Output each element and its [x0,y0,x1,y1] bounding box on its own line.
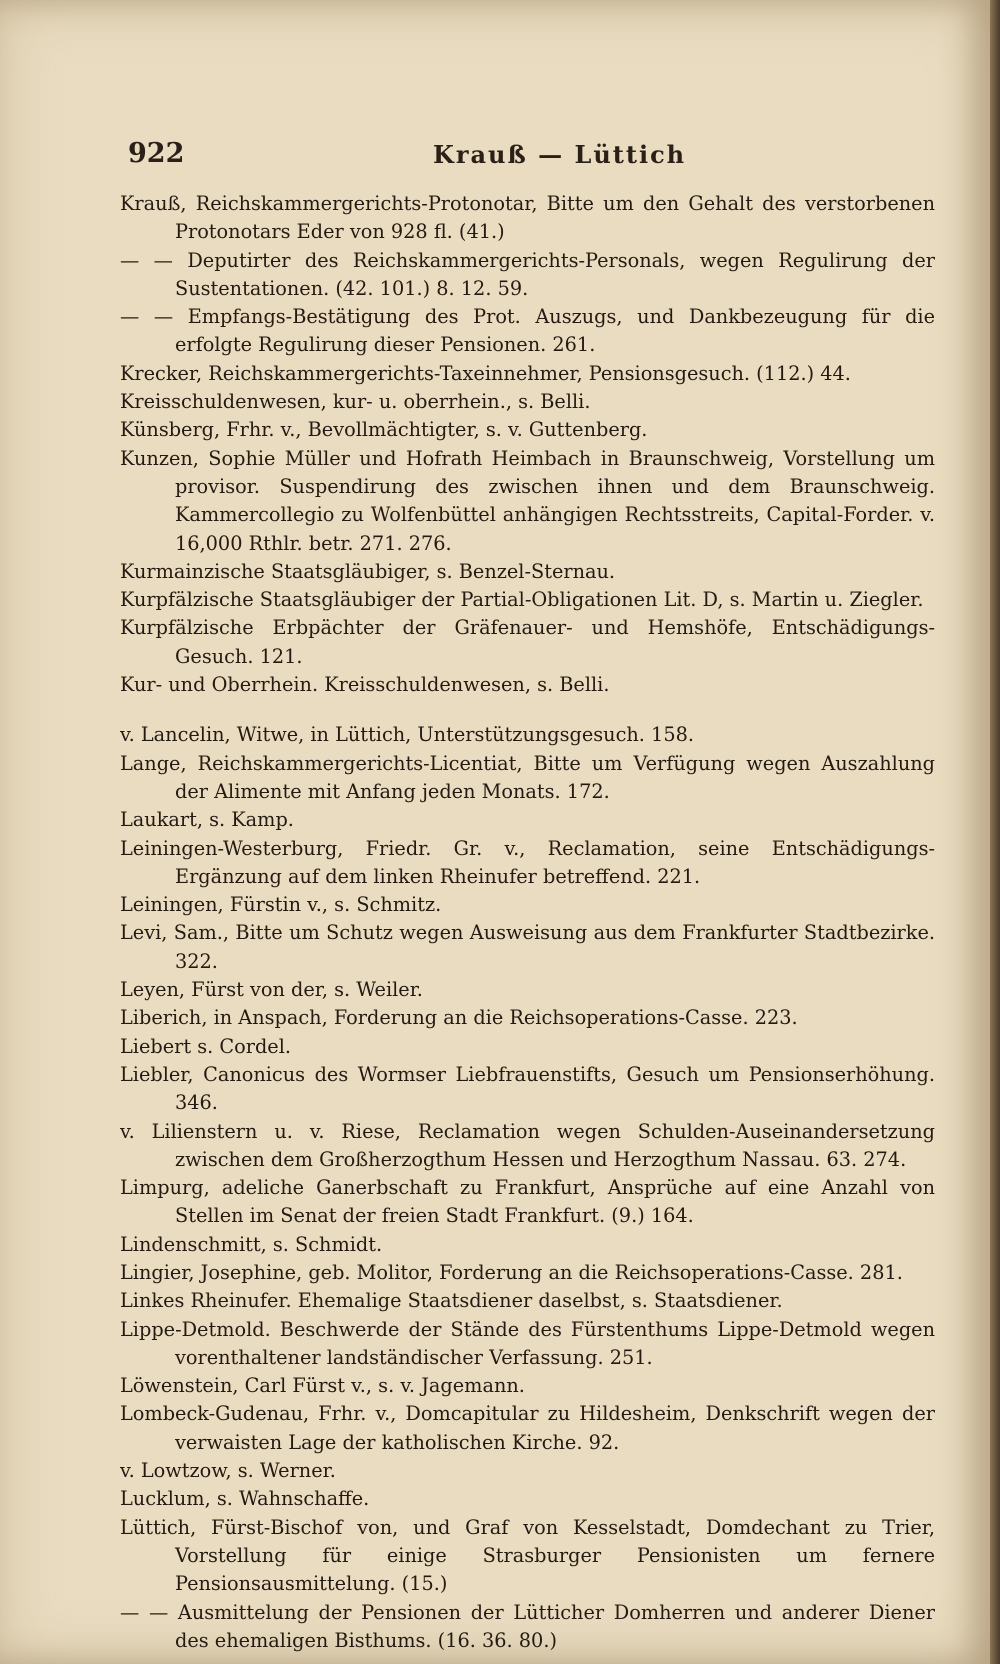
index-entry: Limpurg, adeliche Ganerbschaft zu Frankfurt, Ansprüche auf eine Anzahl von Stellen im Senat der freien Stadt Frankfurt. (9.) 164. [120,1176,935,1228]
index-entry: — — Empfangs-Bestätigung des Prot. Auszugs, und Dankbezeugung für die erfolgte Regulirung dieser Pensionen. 261. [120,305,935,357]
index-entry: Lippe-Detmold. Beschwerde der Stände des Fürstenthums Lippe-Detmold wegen vorenthaltener landständischer Verfassung. 251. [120,1317,935,1369]
index-section-k [120,190,935,699]
index-entry: Liebler, Canonicus des Wormser Liebfrauenstifts, Gesuch um Pensionserhöhung. 346. [120,1062,935,1115]
index-entry: Künsberg, Frhr. v., Bevollmächtigter, s. v. Guttenberg. [120,418,648,442]
index-entry: Lombeck-Gudenau, Frhr. v., Domcapitular zu Hildesheim, Denkschrift wegen der verwaisten Lage der katholischen Kirche. 92. [120,1402,935,1454]
index-entry: Kurpfälzische Staatsgläubiger der Partial-Obligationen Lit. D, s. Martin u. Ziegler. [120,588,924,612]
index-entry: Liebert s. Cordel. [120,1034,292,1058]
index-entry: Lingier, Josephine, geb. Molitor, Forderung an die Reichsoperations-Casse. 281. [120,1260,903,1284]
index-body [120,190,935,1655]
index-entry: Leiningen, Fürstin v., s. Schmitz. [120,893,442,917]
index-entry: Lindenschmitt, s. Schmidt. [120,1232,383,1256]
index-section-l [120,721,935,1655]
index-entry: v. Lilienstern u. v. Riese, Reclamation wegen Schulden-Auseinandersetzung zwischen dem Großherzogthum Hessen und Herzogthum Nassau. 63. 274. [120,1119,935,1171]
index-entry: Krauß, Reichskammergerichts-Protonotar, Bitte um den Gehalt des verstorbenen Protonotars Eder von 928 fl. (41.) [120,192,935,244]
index-entry: v. Lancelin, Witwe, in Lüttich, Unterstützungsgesuch. 158. [120,723,694,747]
page-edge [990,0,1000,1664]
index-entry: Laukart, s. Kamp. [120,808,294,832]
index-entry: Lucklum, s. Wahnschaffe. [120,1487,370,1511]
index-entry: Linkes Rheinufer. Ehemalige Staatsdiener daselbst, s. Staatsdiener. [120,1289,783,1313]
page-number: 922 [128,138,185,169]
index-entry: Leiningen-Westerburg, Friedr. Gr. v., Reclamation, seine Entschädigungs-Ergänzung auf dem linken Rheinufer betreffend. 221. [120,836,935,888]
index-entry: Krecker, Reichskammergerichts-Taxeinnehmer, Pensionsgesuch. (112.) 44. [120,361,851,385]
page-header [128,138,888,178]
index-entry: Kurmainzische Staatsgläubiger, s. Benzel-Sternau. [120,559,616,583]
index-entry: Kurpfälzische Erbpächter der Gräfenauer- und Hemshöfe, Entschädigungs-Gesuch. 121. [120,616,935,668]
index-entry: Lange, Reichskammergerichts-Licentiat, Bitte um Verfügung wegen Auszahlung der Alimente mit Anfang jeden Monats. 172. [120,751,935,803]
index-entry: Löwenstein, Carl Fürst v., s. v. Jagemann. [120,1374,525,1398]
index-entry: Kunzen, Sophie Müller und Hofrath Heimbach in Braunschweig, Vorstellung um provisor. Suspendirung des zwischen ihnen und dem Braunschweig. Kammercollegio zu Wolfenbüttel anhängigen Rechtsstreits, Capital-Forder. v. 16,000 Rthlr. betr. 271. 276. [120,446,935,555]
index-entry: Levi, Sam., Bitte um Schutz wegen Ausweisung aus dem Frankfurter Stadtbezirke. 322. [120,921,935,973]
index-entry: — — Ausmittelung der Pensionen der Lütticher Domherren und anderer Diener des ehemaligen Bisthums. (16. 36. 80.) [120,1600,935,1652]
index-entry: Leyen, Fürst von der, s. Weiler. [120,978,423,1002]
running-head: Krauß — Lüttich [433,140,687,169]
index-entry: — — Deputirter des Reichskammergerichts-Personals, wegen Regulirung der Sustentationen. (42. 101.) 8. 12. 59. [120,248,935,300]
index-entry: Lüttich, Fürst-Bischof von, und Graf von Kesselstadt, Domdechant zu Trier, Vorstellung für einige Strasburger Pensionisten um fernere Pensionsausmittelung. (15.) [120,1515,935,1596]
section-divider [120,699,935,721]
index-entry: v. Lowtzow, s. Werner. [120,1459,336,1483]
index-entry: Kur- und Oberrhein. Kreisschuldenwesen, s. Belli. [120,673,610,697]
index-entry: Kreisschuldenwesen, kur- u. oberrhein., s. Belli. [120,390,591,414]
index-entry: Liberich, in Anspach, Forderung an die Reichsoperations-Casse. 223. [120,1006,798,1030]
